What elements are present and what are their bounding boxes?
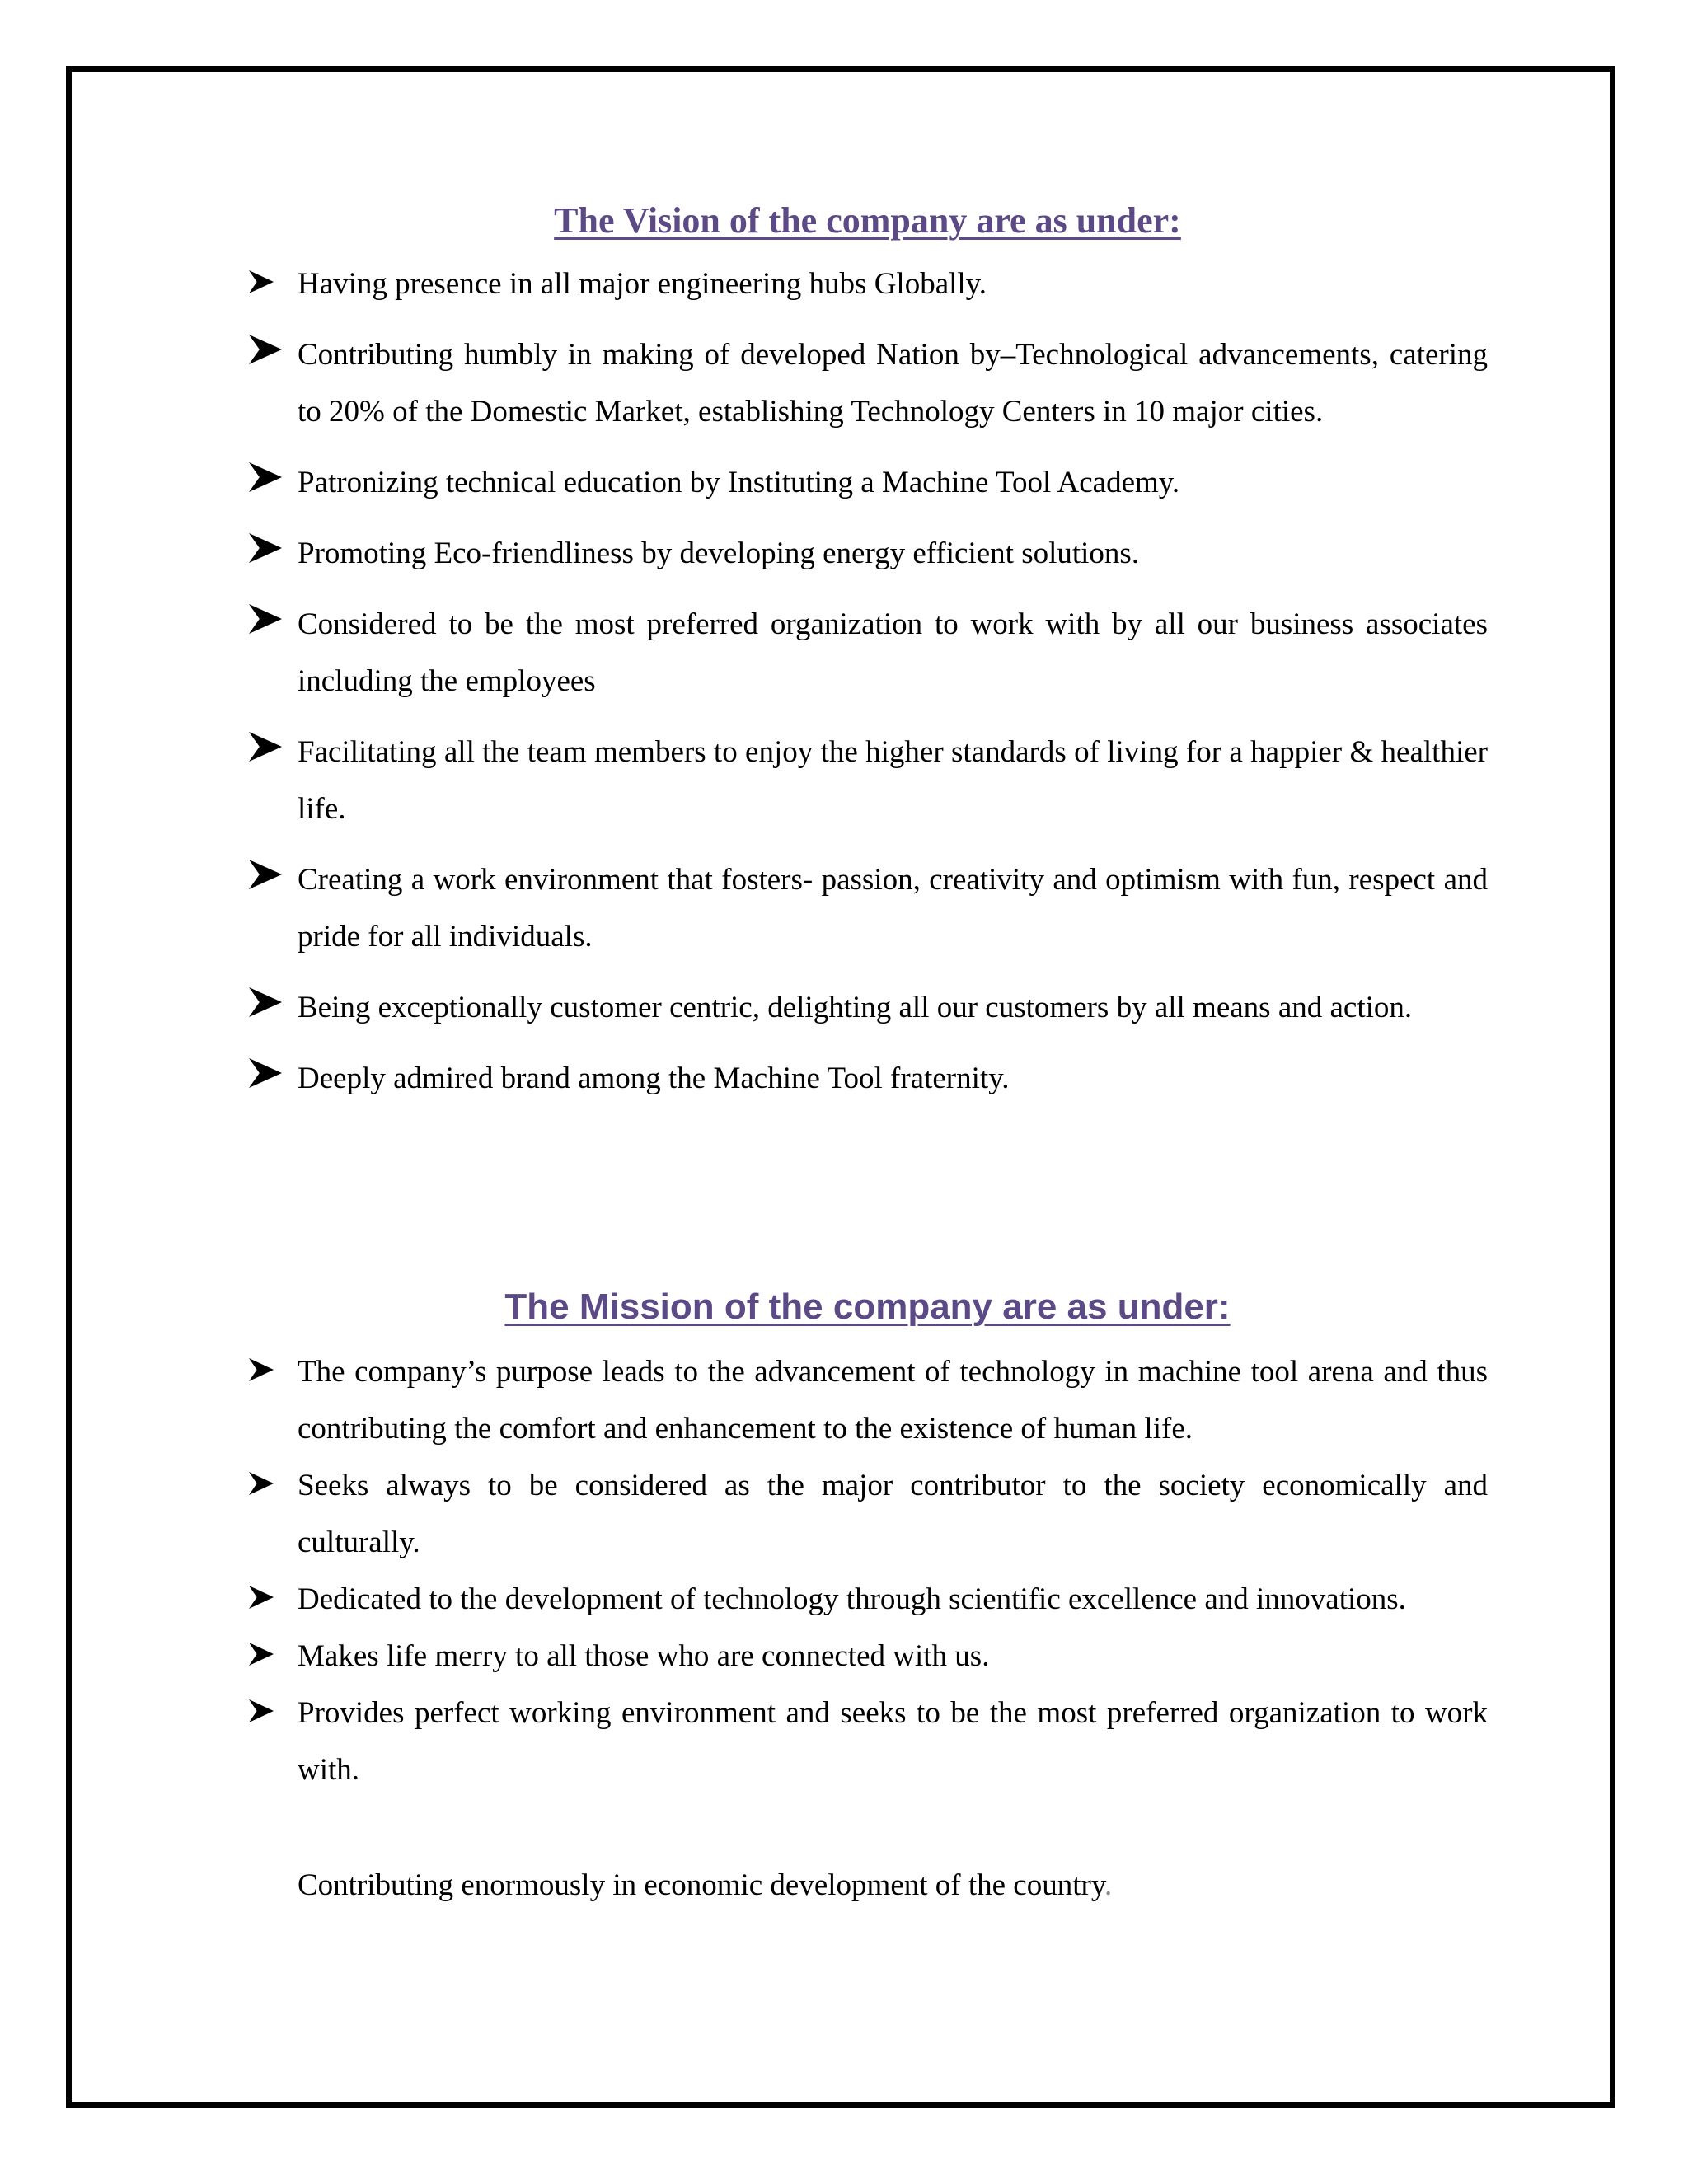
arrowhead-shape [249,732,282,762]
mission-item [247,1457,1488,1571]
arrowhead-bullet-icon [249,596,285,653]
arrowhead-bullet-icon [249,1685,285,1741]
arrowhead-shape [249,1586,274,1609]
vision-item-text: Having presence in all major engineering hubs Globally. [298,267,987,301]
arrowhead-bullet-icon [249,454,285,511]
vision-list [247,255,1488,1121]
mission-item [247,1343,1488,1457]
mission-item [247,1685,1488,1798]
arrowhead-shape [249,604,282,634]
vision-item-text: Being exceptionally customer centric, delighting all our customers by all means and action. [298,991,1413,1024]
arrowhead-shape [249,270,274,293]
vision-item [247,255,1488,312]
arrowhead-bullet-icon [249,255,285,312]
mission-trailing-text: Contributing enormously in economic development of the country [298,1868,1104,1902]
arrowhead-shape [249,1472,274,1495]
arrowhead-bullet-icon [249,1571,285,1628]
arrowhead-shape [249,1358,274,1381]
vision-item-text: Deeply admired brand among the Machine Tool fraternity. [298,1062,1010,1095]
arrowhead-shape [249,987,282,1017]
vision-item-text: Promoting Eco-friendliness by developing energy efficient solutions. [298,537,1140,570]
arrowhead-shape [249,1058,282,1088]
arrowhead-bullet-icon [249,979,285,1036]
mission-item-text: Makes life merry to all those who are connected with us. [298,1639,990,1673]
vision-item-text: Creating a work environment that fosters- passion, creativity and optimism with fun, respect and pride for all individuals. [298,863,1488,954]
vision-item [247,979,1488,1036]
arrowhead-bullet-icon [249,326,285,383]
vision-item-text: Contributing humbly in making of developed Nation by–Technological advancements, catering to 20% of the Domestic Market, establishing Technology Centers in 10 major cities. [298,338,1488,429]
arrowhead-bullet-icon [249,1628,285,1685]
mission-item-text: Provides perfect working environment and seeks to be the most preferred organization to work with. [298,1696,1488,1787]
mission-trailing-dot: . [1104,1868,1113,1902]
vision-item-text: Considered to be the most preferred organization to work with by all our business associates including the employees [298,607,1488,698]
vision-item [247,326,1488,440]
mission-item-text: Dedicated to the development of technology through scientific excellence and innovations. [298,1582,1406,1616]
mission-trailing-line [298,1857,1488,1914]
arrowhead-bullet-icon [249,525,285,582]
vision-item [247,724,1488,837]
arrowhead-bullet-icon [249,1343,285,1400]
arrowhead-shape [249,1699,274,1722]
arrowhead-bullet-icon [249,851,285,908]
vision-item [247,1050,1488,1107]
vision-item-text: Patronizing technical education by Instituting a Machine Tool Academy. [298,466,1180,499]
vision-item [247,454,1488,511]
vision-heading: The Vision of the company are as under: [554,200,1181,241]
arrowhead-bullet-icon [249,1457,285,1514]
vision-item [247,596,1488,710]
arrowhead-shape [249,335,282,364]
arrowhead-shape [249,1643,274,1666]
mission-item-text: The company’s purpose leads to the advancement of technology in machine tool arena and thus contributing the comfort and enhancement to the existence of human life. [298,1355,1488,1446]
vision-item [247,851,1488,965]
arrowhead-shape [249,860,282,889]
mission-list [247,1343,1488,1798]
mission-heading: The Mission of the company are as under: [504,1286,1231,1327]
arrowhead-bullet-icon [249,724,285,780]
arrowhead-shape [249,533,282,563]
mission-item [247,1628,1488,1685]
mission-item [247,1571,1488,1628]
vision-item-text: Facilitating all the team members to enjoy the higher standards of living for a happier & healthier life. [298,735,1488,826]
arrowhead-shape [249,462,282,492]
arrowhead-bullet-icon [249,1050,285,1107]
vision-item [247,525,1488,582]
mission-item-text: Seeks always to be considered as the major contributor to the society economically and culturally. [298,1469,1488,1559]
